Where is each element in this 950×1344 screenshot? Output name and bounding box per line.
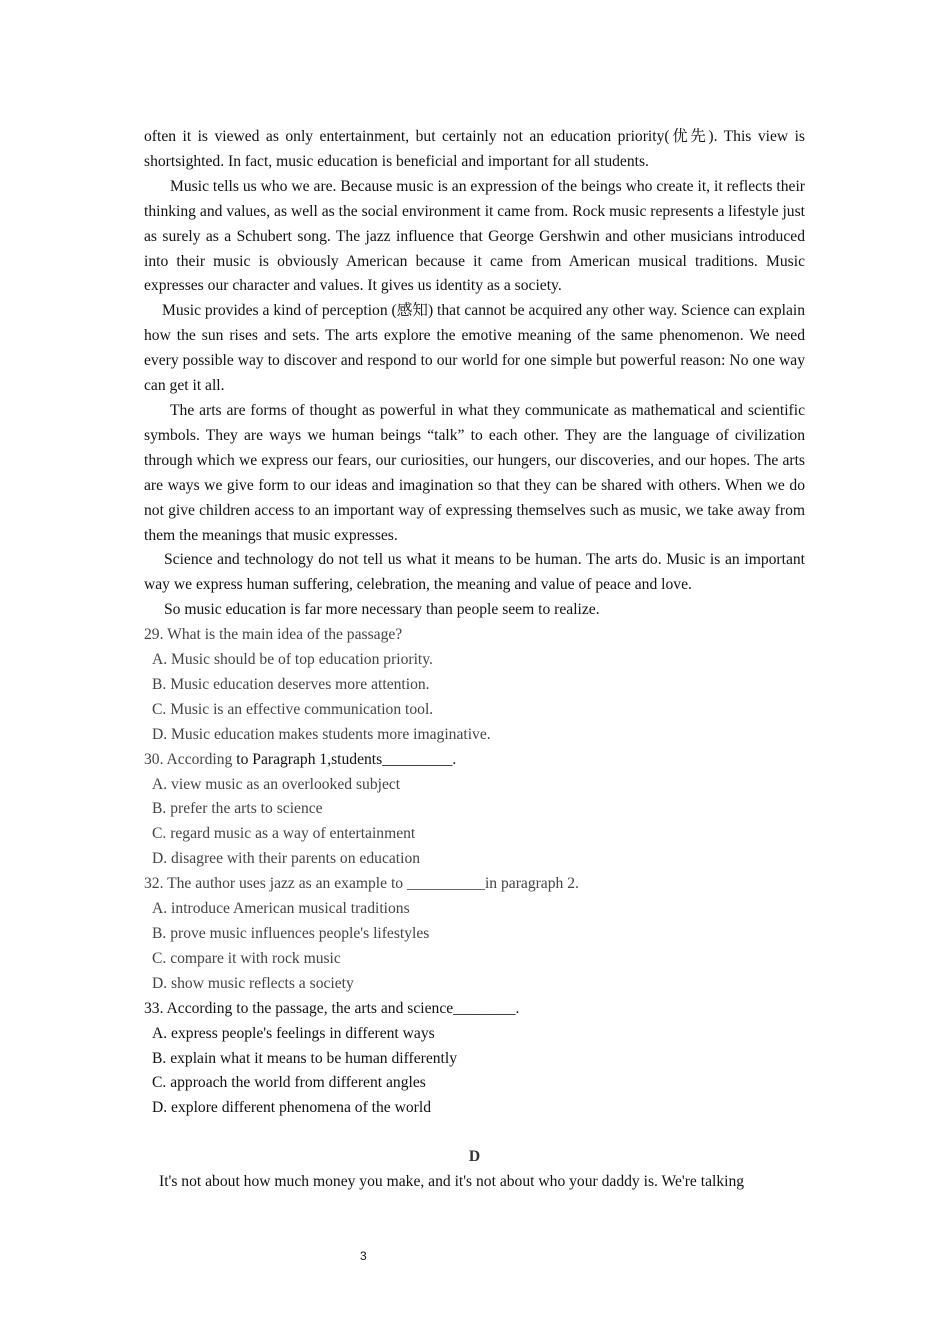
passage-paragraph-2: Music tells us who we are. Because music is an expression of the beings who create it, it reflects their thinking and values, as well as the social environment it came from. Rock music represents a lifestyle just as surely as a Schubert song. The jazz influence that George Gershwin and other musicians introduced into their music is obviously American because it came from American musical traditions. Music expresses our character and values. It gives us identity as a society. bbox=[144, 177, 805, 295]
page-number: 3 bbox=[360, 1249, 367, 1263]
option-a: A. express people's feelings in different ways bbox=[152, 1024, 435, 1042]
question-stem-prefix: 30. According bbox=[144, 750, 233, 768]
option-c: C. Music is an effective communication tool. bbox=[152, 700, 434, 718]
option-b: B. Music education deserves more attention. bbox=[152, 675, 430, 693]
question-stem-rest: to Paragraph 1,students_________. bbox=[232, 750, 457, 768]
option-c: C. compare it with rock music bbox=[152, 949, 341, 967]
question-32 bbox=[144, 872, 805, 997]
option-b: B. prove music influences people's lifestyles bbox=[152, 925, 430, 942]
section-heading: D bbox=[468, 1148, 481, 1166]
passage-paragraph-1: often it is viewed as only entertainment, but certainly not an education priority(优先). This view is shortsighted. In fact, music education is beneficial and important for all students. bbox=[144, 128, 805, 170]
option-a: A. introduce American musical traditions bbox=[152, 900, 410, 918]
question-29 bbox=[144, 623, 805, 748]
option-a: A. Music should be of top education priority. bbox=[152, 651, 433, 669]
option-d: D. Music education makes students more imaginative. bbox=[152, 725, 491, 743]
section-intro: It's not about how much money you make, and it's not about who your daddy is. We're talking bbox=[159, 1173, 745, 1191]
option-c: C. regard music as a way of entertainment bbox=[152, 825, 416, 843]
option-d: D. explore different phenomena of the world bbox=[152, 1099, 432, 1117]
passage-paragraph-6: So music education is far more necessary than people seem to realize. bbox=[164, 601, 600, 619]
option-c: C. approach the world from different angles bbox=[152, 1074, 426, 1092]
question-stem: 29. What is the main idea of the passage? bbox=[144, 626, 403, 644]
passage-paragraph-5: Science and technology do not tell us what it means to be human. The arts do. Music is an important way we express human suffering, celebration, the meaning and value of peace and love. bbox=[144, 551, 805, 594]
question-stem: 33. According to the passage, the arts and science________. bbox=[144, 999, 520, 1017]
document-page bbox=[144, 125, 805, 1195]
passage-paragraph-4: The arts are forms of thought as powerful in what they communicate as mathematical and scientific symbols. They are ways we human beings “talk” to each other. They are the language of civilization through which we express our fears, our curiosities, our hungers, our discoveries, and our hopes. The arts are ways we give form to our ideas and imagination so that they can be shared with others. When we do not give children access to an important way of expressing themselves such as music, we take away from them the meanings that music expresses. bbox=[144, 401, 805, 544]
option-d: D. disagree with their parents on education bbox=[152, 850, 421, 868]
question-33 bbox=[144, 997, 805, 1122]
question-stem: 32. The author uses jazz as an example to __________in paragraph 2. bbox=[144, 875, 579, 893]
question-30 bbox=[144, 748, 805, 873]
question-stem bbox=[144, 748, 805, 773]
option-d: D. show music reflects a society bbox=[152, 974, 354, 992]
option-b: B. prefer the arts to science bbox=[152, 800, 323, 818]
passage-paragraph-3: Music provides a kind of perception (感知) that cannot be acquired any other way. Science can explain how the sun rises and sets. The arts explore the emotive meaning of the same phenomenon. We need every possible way to discover and respond to our world for one simple but powerful reason: No one way can get it all. bbox=[144, 302, 805, 395]
option-a: A. view music as an overlooked subject bbox=[152, 775, 401, 793]
option-b: B. explain what it means to be human differently bbox=[152, 1049, 458, 1067]
